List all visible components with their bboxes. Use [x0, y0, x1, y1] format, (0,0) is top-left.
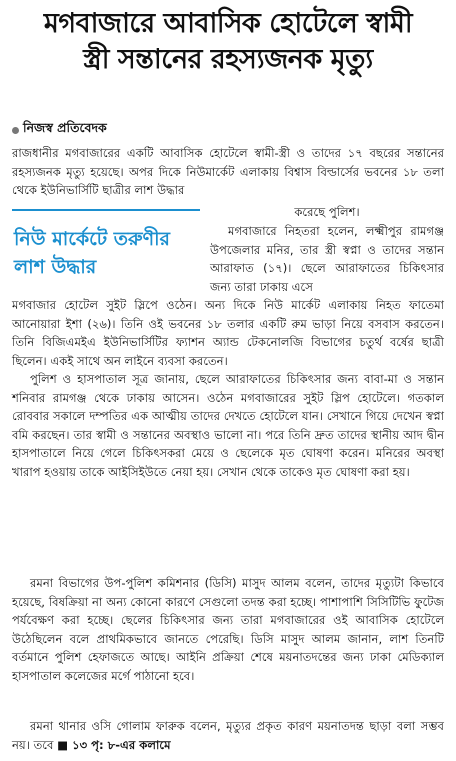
- headline-line-1: মগবাজারে আবাসিক হোটেলে স্বামী: [43, 8, 413, 39]
- byline: [12, 120, 107, 140]
- lead-narrow-1: করেছে পুলিশ।: [294, 205, 360, 219]
- side-rule-top: [12, 209, 200, 211]
- side-headline-block: [12, 209, 200, 287]
- paragraph-dc-statement: রমনা বিভাগের উপ-পুলিশ কমিশনার (ডিসি) মাসুদ আলম বলেন, তাদের মৃত্যুটা কিভাবে হয়েছে, বিষক্রিয়া না অন্য কোনো কারণে সেগুলো তদন্ত করা হচ্ছে। পাশাপাশি সিসিটিভি ফুটেজ পর্যবেক্ষণ করা হচ্ছে। ছেলের চিকিৎসার জন্য তারা মগবাজারের ওই আবাসিক হোটেলে উঠেছিলেন বলে প্রাথমিকভাবে জানতে পেরেছি। ডিসি মাসুদ আলম জানান, লাশ তিনটি বর্তমানে পুলিশ হেফাজতে আছে। আইনি প্রক্রিয়া শেষে ময়নাতদন্তের জন্য ঢাকা মেডিক্যাল হাসপাতাল কলেজের মর্গে পাঠানো হবে।: [12, 576, 444, 683]
- paragraph-oc-statement: [12, 717, 444, 754]
- bullet-icon: [12, 127, 19, 134]
- headline-line-2: স্ত্রী সন্তানের রহস্যজনক মৃত্যু: [83, 44, 373, 75]
- byline-text: নিজস্ব প্রতিবেদক: [23, 120, 107, 135]
- side-headline: নিউ মার্কেটে তরুণীর লাশ উদ্ধার: [14, 228, 170, 278]
- lead-narrow-2: মগবাজারে নিহতরা হলেন, লক্ষ্মীপুর রামগঞ্জ উপজেলার মনির, তার স্ত্রী স্বপ্না ও তাদের সন্তান আরাফাত (১৭)। ছেলে আরাফাতের চিকিৎসার জন্য তারা ঢাকায় এসে: [210, 224, 444, 294]
- paragraph-hospital: পুলিশ ও হাসপাতাল সূত্র জানায়, ছেলে আরাফাতের চিকিৎসার জন্য বাবা-মা ও সন্তান শনিবার রামগঞ্জ থেকে ঢাকায় আসেন। ওঠেন মগবাজারের সুইট স্লিপ হোটেলে। গতকাল রোববার সকালে দম্পতির এক আত্মীয় তাদের দেখতে হোটেলে যান। সেখানে গিয়ে দেখেন স্বপ্না বমি করছেন। তার স্বামী ও সন্তানের অবস্থাও ভালো না। পরে তিনি দ্রুত তাদের স্থানীয় আদ দ্বীন হাসপাতালে নিয়ে গেলে চিকিৎসকরা মেয়ে ও ছেলেকে মৃত ঘোষণা করেন। মনিরের অবস্থা খারাপ হওয়ায় তাকে আইসিইউতে নেয়া হয়। সেখান থেকে তাকেও মৃত ঘোষণা করা হয়।: [12, 372, 444, 479]
- jump-reference[interactable]: ■ ১৩ পৃ: ৮-এর কলামে: [57, 737, 171, 752]
- lead-paragraph: রাজধানীর মগবাজারের একটি আবাসিক হোটেলে স্বামী-স্ত্রী ও তাদের ১৭ বছরের সন্তানের রহস্যজনক মৃত্যু হয়েছে। অপর দিকে নিউমার্কেট এলাকায় বিশ্বাস বিল্ডার্সের ভবনের ১৮ তলা থেকে ইউনিভার্সিটি ছাত্রীর লাশ উদ্ধার: [12, 146, 444, 198]
- paragraph-oc-text: রমনা থানার ওসি গোলাম ফারুক বলেন, মৃত্যুর প্রকৃত কারণ ময়নাতদন্ত ছাড়া বলা সম্ভব নয়। তবে: [12, 719, 444, 752]
- headline: [0, 6, 456, 78]
- lead-continued: মগবাজার হোটেল সুইট স্লিপে ওঠেন। অন্য দিকে নিউ মার্কেট এলাকায় নিহত ফাতেমা আনোয়ারা ইশা (২৬)। তিনি ওই ভবনের ১৮ তলার একটি রুম ভাড়া নিয়ে বসবাস করতেন। তিনি বিজিএমইএ ইউনিভার্সিটির ফ্যাশন অ্যান্ড টেকনোলজি বিভাগের চতুর্থ বর্ষের ছাত্রী ছিলেন। একই সাথে অন লাইনে ব্যবসা করতেন।: [12, 298, 444, 368]
